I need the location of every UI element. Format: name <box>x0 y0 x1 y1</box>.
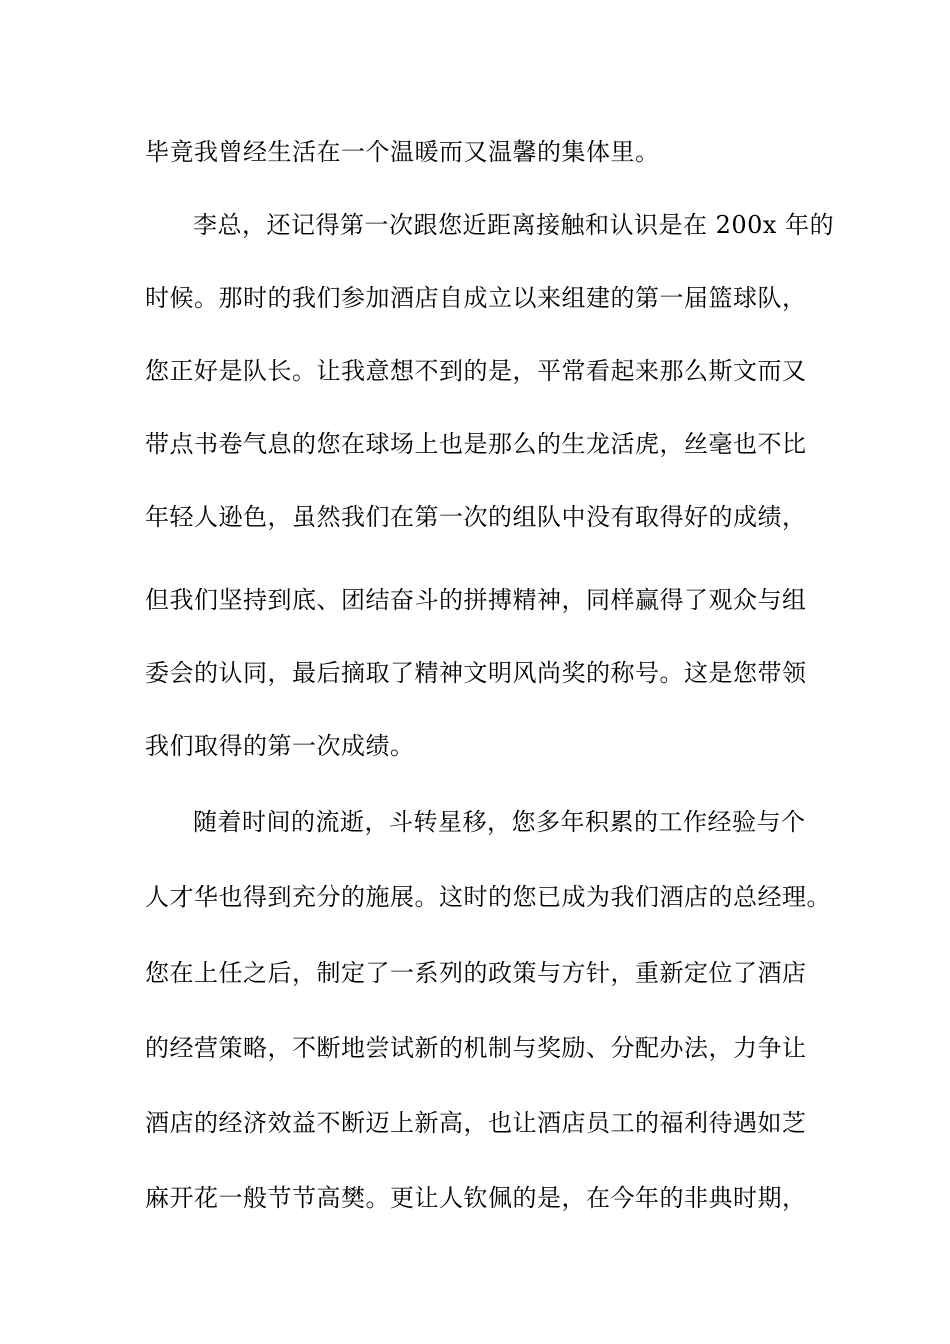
text-line: 年轻人逊色，虽然我们在第一次的组队中没有取得好的成绩， <box>145 503 807 531</box>
text-line: 人才华也得到充分的施展。这时的您已成为我们酒店的总经理。 <box>145 883 831 911</box>
text-line: 时候。那时的我们参加酒店自成立以来组建的第一届篮球队， <box>145 284 807 312</box>
text-line: 您在上任之后，制定了一系列的政策与方针，重新定位了酒店 <box>145 959 807 987</box>
text-line: 委会的认同，最后摘取了精神文明风尚奖的称号。这是您带领 <box>145 659 807 687</box>
text-line: 麻开花一般节节高樊。更让人钦佩的是，在今年的非典时期， <box>145 1184 807 1212</box>
text-line: 酒店的经济效益不断迈上新高，也让酒店员工的福利待遇如芝 <box>145 1109 807 1137</box>
text-line: 毕竟我曾经生活在一个温暖而又温馨的集体里。 <box>145 138 660 166</box>
paragraph-first-line: 随着时间的流逝，斗转星移，您多年积累的工作经验与个 <box>193 808 806 836</box>
paragraph-first-line: 李总，还记得第一次跟您近距离接触和认识是在 200x 年的 <box>193 211 835 239</box>
text-line: 的经营策略，不断地尝试新的机制与奖励、分配办法，力争让 <box>145 1034 807 1062</box>
text-line: 您正好是队长。让我意想不到的是，平常看起来那么斯文而又 <box>145 357 807 385</box>
text-line: 带点书卷气息的您在球场上也是那么的生龙活虎，丝毫也不比 <box>145 430 807 458</box>
text-line: 我们取得的第一次成绩。 <box>145 732 415 760</box>
text-line: 但我们坚持到底、团结奋斗的拼搏精神，同样赢得了观众与组 <box>145 586 807 614</box>
